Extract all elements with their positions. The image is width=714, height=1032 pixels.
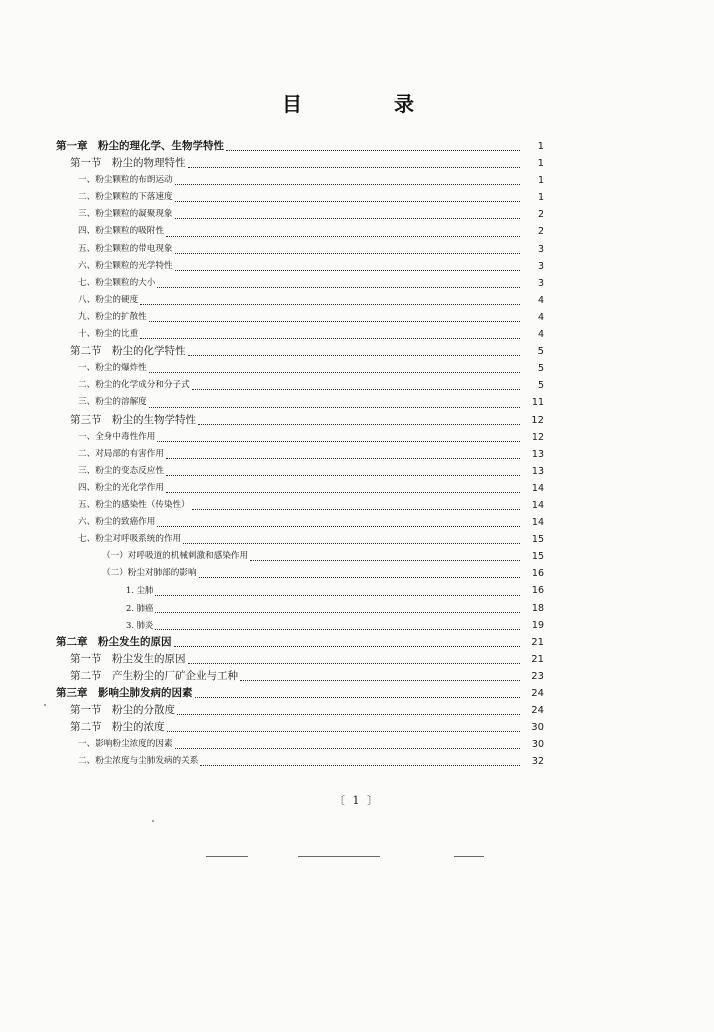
toc-entry-label: 2. 肺癌 [126,602,154,613]
toc-entry-item [56,463,544,480]
toc-entry-label: 一、全身中毒性作用 [78,431,156,442]
toc-entry-page: 32 [531,756,544,768]
toc-entry-label: 三、粉尘颗粒的凝聚现象 [78,209,173,220]
toc-entry-label: 二、对局部的有害作用 [78,448,164,459]
toc-entry-sub [56,565,544,582]
dot-leader [166,457,520,459]
dot-leader [167,730,521,732]
dot-leader [157,525,520,527]
dot-leader [188,662,521,664]
dot-leader [155,611,520,613]
toc-entry-label: 六、粉尘的致癌作用 [78,517,156,528]
toc-entry-page: 24 [531,705,544,717]
toc-entry-page: 19 [531,619,544,631]
dot-leader [195,696,521,698]
toc-entry-label: 七、粉尘对呼吸系统的作用 [78,534,182,545]
toc-entry-label: 五、粉尘的感染性（传染性） [78,499,190,510]
toc-entry-item [56,480,544,497]
toc-entry-label: 第一节 粉尘的分散度 [70,704,175,717]
toc-entry-label: （一）对呼吸道的机械刺激和感染作用 [102,551,249,562]
toc-entry-page: 1 [537,158,544,170]
page-title: 目 录 [282,92,450,116]
toc-entry-page: 30 [531,739,544,751]
toc-entry-label: 五、粉尘颗粒的带电现象 [78,243,173,254]
toc-entry-page: 14 [531,499,544,511]
dot-leader [140,303,520,305]
toc-entry-chapter [56,138,544,155]
dot-leader [157,286,520,288]
toc-entry-page: 4 [537,329,544,341]
toc-entry-section [56,651,544,668]
toc-entry-page: 13 [531,448,544,460]
dot-leader [188,166,521,168]
toc-entry-section [56,343,544,360]
dot-leader [183,542,520,544]
scan-speck [44,704,46,706]
toc-entry-page: 3 [537,243,544,255]
toc-entry-section [56,155,544,172]
toc-entry-page: 3 [537,260,544,272]
toc-entry-label: 第三章 影响尘肺发病的因素 [56,687,193,699]
toc-entry-label: 二、粉尘颗粒的下落速度 [78,192,173,203]
toc-entry-item [56,223,544,240]
toc-entry-sub [56,548,544,565]
toc-entry-item [56,514,544,531]
dot-leader [188,354,521,356]
toc-entry-page: 11 [531,397,544,409]
toc-entry-item [56,446,544,463]
toc-entry-item [56,326,544,343]
dot-leader [175,200,520,202]
dot-leader [166,491,520,493]
toc-entry-label: 第二节 粉尘的浓度 [70,721,165,734]
toc-entry-label: 九、粉尘的扩散性 [78,311,147,322]
toc-entry-page: 1 [537,175,544,187]
toc-entry-page: 30 [531,722,544,734]
toc-entry-item [56,292,544,309]
toc-entry-item [56,258,544,275]
dot-leader [177,713,520,715]
toc-entry-label: 第三节 粉尘的生物学特性 [70,413,196,426]
toc-entry-page: 14 [531,517,544,529]
dot-leader [192,388,520,390]
toc-entry-label: 3. 肺炎 [126,619,154,630]
toc-entry-item [56,377,544,394]
toc-entry-item [56,360,544,377]
toc-entry-label: 四、粉尘的光化学作用 [78,482,164,493]
dot-leader [155,594,520,596]
toc-entry-label: 第二节 粉尘的化学特性 [70,345,186,358]
toc-entry-label: 十、粉尘的比重 [78,329,139,340]
dot-leader [175,252,520,254]
toc-entry-page: 16 [531,585,544,597]
toc-entry-page: 12 [531,414,544,426]
dot-leader [155,628,520,630]
toc-entry-section [56,668,544,685]
page-number: 〔 1 〕 [334,794,380,807]
toc-entry-page: 15 [531,534,544,546]
dot-leader [175,183,520,185]
toc-entry-label: 二、粉尘的化学成分和分子式 [78,380,190,391]
toc-entry-subsub [56,582,544,599]
dot-leader [149,406,520,408]
dot-leader [240,679,520,681]
dot-leader [250,559,520,561]
toc-entry-item [56,497,544,514]
toc-entry-label: 二、粉尘浓度与尘肺发病的关系 [78,756,199,767]
toc-entry-page: 4 [537,311,544,323]
dot-leader [175,269,520,271]
toc-entry-page: 13 [531,465,544,477]
toc-entry-label: 一、粉尘颗粒的布朗运动 [78,175,173,186]
dot-leader [226,149,520,151]
toc-entry-item [56,241,544,258]
dot-leader [192,508,520,510]
dot-leader [166,235,520,237]
toc-entry-item [56,172,544,189]
toc-entry-label: （二）粉尘对肺部的影响 [102,568,197,579]
toc-entry-label: 一、粉尘的爆炸性 [78,363,147,374]
toc-entry-item [56,275,544,292]
dot-leader [198,423,520,425]
dot-leader [175,747,520,749]
toc-entry-page: 4 [537,294,544,306]
toc-entry-label: 第二节 产生粉尘的厂矿企业与工种 [70,669,238,682]
scan-artifact-line [206,856,248,857]
toc-entry-page: 1 [537,141,544,152]
toc-entry-item [56,189,544,206]
scan-artifact-line [298,856,380,857]
toc-entry-label: 一、影响粉尘浓度的因素 [78,739,173,750]
toc-entry-page: 5 [537,363,544,375]
toc-entry-subsub [56,617,544,634]
toc-entry-page: 18 [531,602,544,614]
dot-leader [200,764,520,766]
toc-entry-item [56,531,544,548]
toc-entry-section [56,412,544,429]
dot-leader [174,645,521,647]
toc-entry-section [56,702,544,719]
dot-leader [149,320,520,322]
toc-entry-page: 5 [537,380,544,392]
toc-entry-page: 21 [531,653,544,665]
toc-entry-page: 15 [531,551,544,563]
toc-entry-label: 四、粉尘颗粒的吸附性 [78,226,164,237]
dot-leader [175,217,520,219]
toc-entry-item [56,736,544,753]
toc-entry-page: 21 [531,636,544,648]
toc-entry-label: 六、粉尘颗粒的光学特性 [78,260,173,271]
toc-entry-label: 第一节 粉尘发生的原因 [70,652,186,665]
toc-entry-label: 第一节 粉尘的物理特性 [70,157,186,170]
toc-entry-chapter [56,634,544,651]
toc-entry-page: 16 [531,568,544,580]
toc-entry-label: 三、粉尘的溶解度 [78,397,147,408]
table-of-contents [56,138,544,770]
scan-artifact-line [454,856,484,857]
toc-entry-item [56,394,544,411]
toc-entry-label: 八、粉尘的硬度 [78,294,139,305]
toc-entry-item [56,753,544,770]
toc-entry-item [56,309,544,326]
toc-entry-page: 2 [537,209,544,221]
toc-entry-label: 1. 尘肺 [126,585,154,596]
dot-leader [199,576,520,578]
toc-entry-page: 14 [531,482,544,494]
dot-leader [157,440,520,442]
dot-leader [166,474,520,476]
toc-entry-label: 三、粉尘的变态反应性 [78,465,164,476]
dot-leader [140,337,520,339]
scan-speck [152,820,154,822]
toc-entry-page: 24 [531,688,544,699]
toc-entry-page: 5 [537,346,544,358]
toc-entry-item [56,206,544,223]
toc-entry-label: 第二章 粉尘发生的原因 [56,635,172,648]
toc-entry-label: 七、粉尘颗粒的大小 [78,277,156,288]
toc-entry-page: 3 [537,277,544,289]
toc-entry-page: 23 [531,670,544,682]
toc-entry-subsub [56,600,544,617]
toc-entry-page: 2 [537,226,544,238]
toc-entry-item [56,429,544,446]
dot-leader [149,371,520,373]
toc-entry-chapter [56,685,544,702]
toc-entry-section [56,719,544,736]
toc-entry-page: 1 [537,192,544,204]
toc-entry-label: 第一章 粉尘的理化学、生物学特性 [56,140,224,152]
toc-entry-page: 12 [531,431,544,443]
